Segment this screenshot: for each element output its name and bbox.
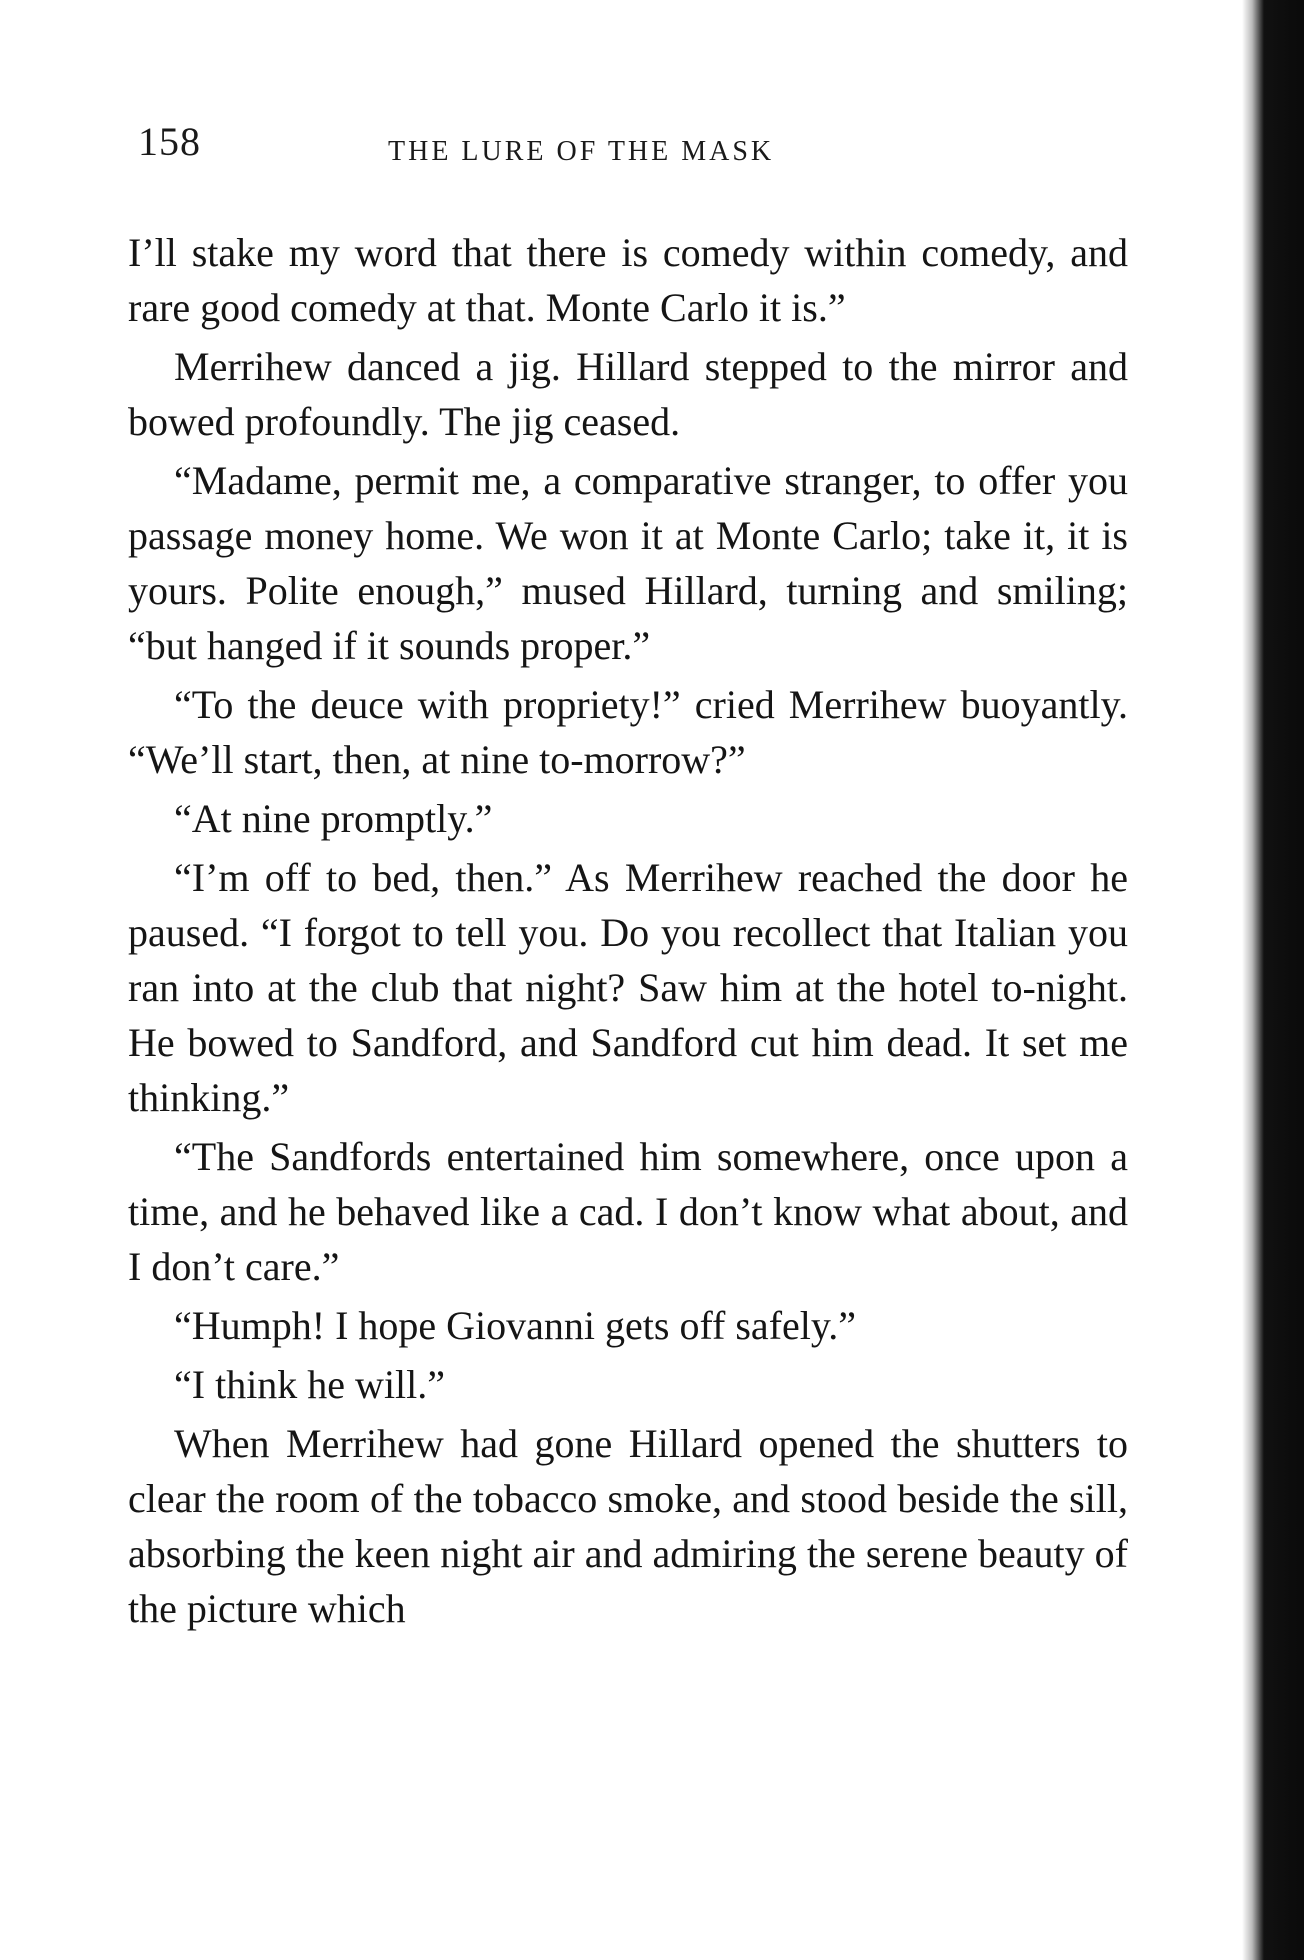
paragraph: Merrihew danced a jig. Hillard stepped to the mirror and bowed profoundly. The jig ceased.	[128, 344, 1128, 444]
paragraph: When Merrihew had gone Hillard opened the shutters to clear the room of the tobacco smoke, and stood beside the sill, absorbing the keen night air and admiring the serene beauty of the picture which	[128, 1421, 1128, 1631]
paragraph: “To the deuce with propriety!” cried Merrihew buoyantly. “We’ll start, then, at nine to-morrow?”	[128, 682, 1128, 782]
page-header	[128, 118, 908, 178]
paragraph: “At nine promptly.”	[174, 796, 493, 841]
page-number: 158	[138, 119, 201, 164]
paragraph: “Madame, permit me, a comparative stranger, to offer you passage money home. We won it at Monte Carlo; take it, it is yours. Polite enough,” mused Hillard, turning and smiling; “but hanged if it sounds proper.”	[128, 458, 1128, 668]
paragraph: “I’m off to bed, then.” As Merrihew reached the door he paused. “I forgot to tell you. Do you recollect that Italian you ran into at the club that night? Saw him at the hotel to-night. He bowed to Sandford, and Sandford cut him dead. It set me thinking.”	[128, 855, 1128, 1120]
body-text	[128, 225, 1128, 1640]
page-gutter-shadow	[1242, 0, 1304, 1960]
running-title: THE LURE OF THE MASK	[388, 136, 775, 167]
paragraph: “I think he will.”	[174, 1362, 446, 1407]
paragraph: “The Sandfords entertained him somewhere, once upon a time, and he behaved like a cad. I don’t know what about, and I don’t care.”	[128, 1134, 1128, 1289]
paragraph: “Humph! I hope Giovanni gets off safely.”	[174, 1303, 857, 1348]
paragraph: I’ll stake my word that there is comedy within comedy, and rare good comedy at that. Monte Carlo it is.”	[128, 230, 1128, 330]
